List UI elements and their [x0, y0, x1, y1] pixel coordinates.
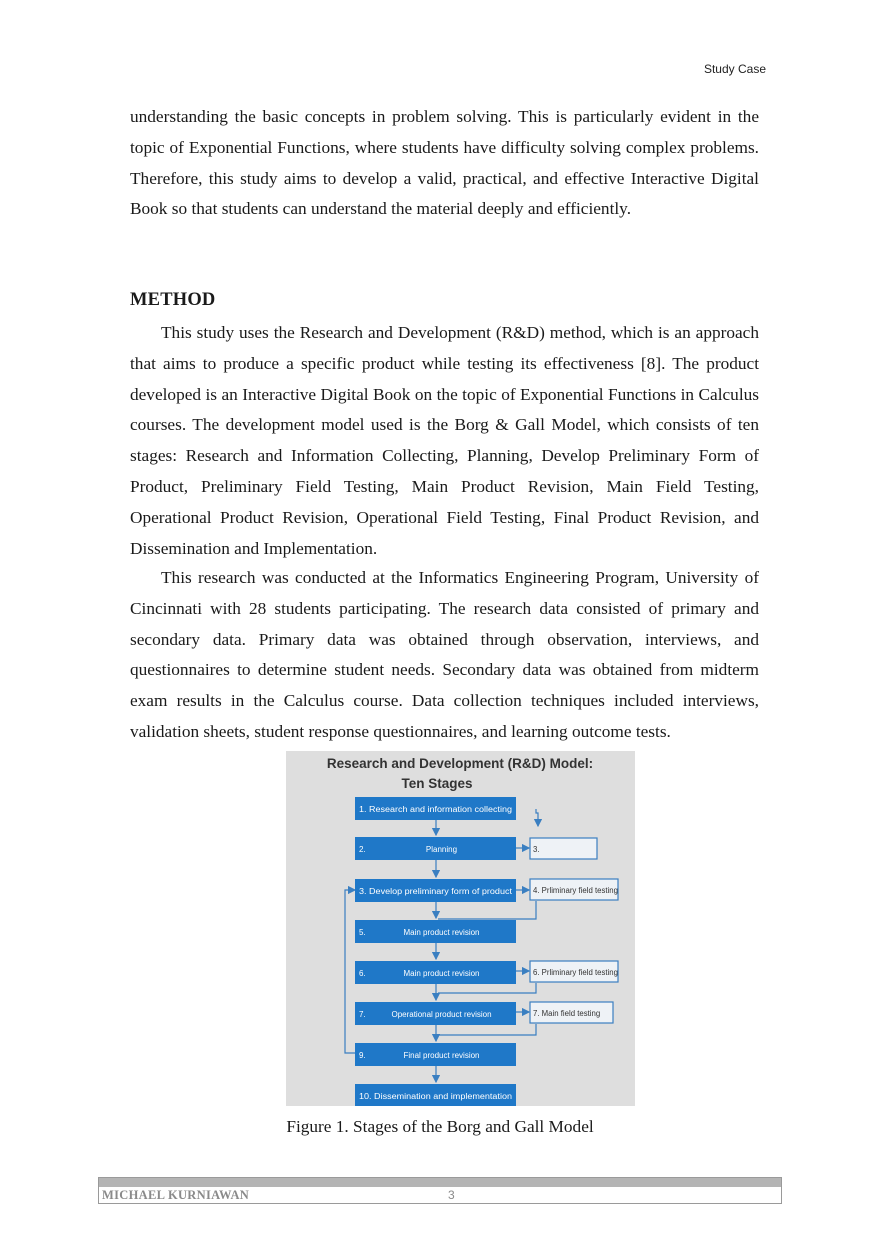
stage-box: [355, 837, 516, 860]
stage-label: Final product revision: [403, 1051, 480, 1060]
stage-number: 7.: [359, 1010, 366, 1019]
intro-continuation-paragraph: understanding the basic concepts in problem solving. This is particularly evident in the topic of Exponential Functions, where students have difficulty solving complex problems. Therefore, this study aims to develop a valid, practical, and effective Interactive Digital Book so that students can understand the material deeply and efficiently.: [130, 107, 759, 219]
stage-box: [355, 1043, 516, 1066]
testing-box-label: 3.: [533, 845, 540, 854]
stage-number: 2.: [359, 845, 366, 854]
stage-box: [355, 1084, 516, 1106]
stage-number: 5.: [359, 928, 366, 937]
stage-box: [355, 920, 516, 943]
method-heading: METHOD: [130, 290, 216, 310]
testing-boxes: [530, 838, 618, 1023]
method-paragraph-1: This study uses the Research and Development (R&D) method, which is an approach that aims to produce a specific product while testing its effectiveness [8]. The product developed is an Interactive Digital Book on the topic of Exponential Functions in Calculus courses. The development model used is the Borg & Gall Model, which consists of ten stages: Research and Information Collecting, Planning, Develop Preliminary Form of Product, Preliminary Field Testing, Main Product Revision, Main Field Testing, Operational Product Revision, Operational Field Testing, Final Product Revision, and Dissemination and Implementation.: [130, 323, 759, 558]
borg-gall-figure: [286, 751, 635, 1106]
method-paragraph-2: This research was conducted at the Informatics Engineering Program, University of Cincinnati with 28 students participating. The research data consisted of primary and secondary data. Primary data was obtained through observation, interviews, and questionnaires to determine student needs. Secondary data was obtained from midterm exam results in the Calculus course. Data collection techniques included interviews, validation sheets, student response questionnaires, and learning outcome tests.: [130, 568, 759, 741]
stage-label: 10. Dissemination and implementation: [359, 1092, 512, 1101]
testing-box: [530, 961, 618, 982]
testing-box: [530, 838, 597, 859]
testing-box-label: 7. Main field testing: [533, 1009, 601, 1018]
stage-label: Planning: [425, 845, 458, 854]
stage-box: [355, 797, 516, 820]
page-footer: [98, 1177, 782, 1204]
testing-box: [530, 1002, 613, 1023]
stage-label: 3. Develop preliminary form of product: [359, 887, 513, 896]
figure-title-line2: Ten Stages: [401, 776, 473, 791]
testing-box-label: 4. Prliminary field testing: [533, 886, 618, 895]
stage-box: [355, 879, 516, 902]
flowchart-diagram: [286, 751, 635, 1106]
stage-number: 9.: [359, 1051, 366, 1060]
stage-label: Operational product revision: [391, 1010, 492, 1019]
stage-label: Main product revision: [403, 969, 480, 978]
figure-title-line1: Research and Development (R&D) Model:: [326, 756, 594, 771]
testing-box-label: 6. Prliminary field testing: [533, 968, 618, 977]
testing-box-rect: [530, 838, 597, 859]
page-number: 3: [448, 1188, 455, 1202]
testing-box: [530, 879, 618, 900]
stage-label: Main product revision: [403, 928, 480, 937]
stage-box: [355, 1002, 516, 1025]
running-header: Study Case: [703, 62, 766, 76]
stage-box: [355, 961, 516, 984]
figure-caption: Figure 1. Stages of the Borg and Gall Model: [286, 1117, 594, 1136]
stage-label: 1. Research and information collecting: [359, 805, 512, 814]
footer-author: MICHAEL KURNIAWAN: [102, 1188, 250, 1202]
footer-band: [99, 1178, 781, 1187]
stage-number: 6.: [359, 969, 366, 978]
